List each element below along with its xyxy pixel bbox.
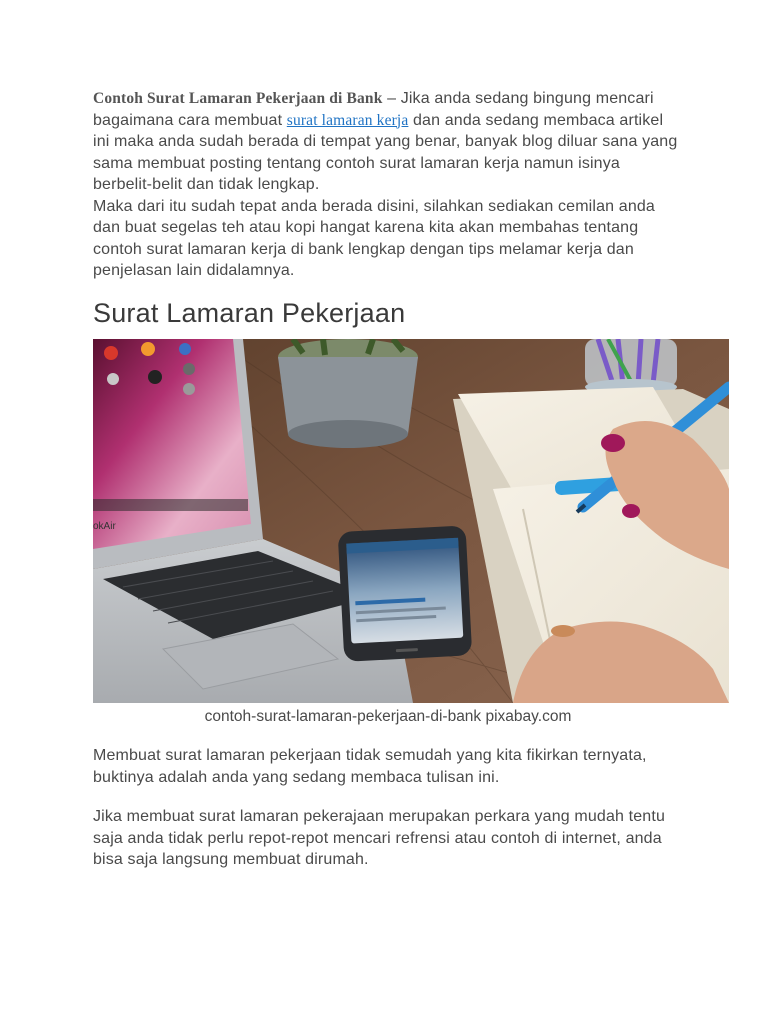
intro-bold-title: Contoh Surat Lamaran Pekerjaan di Bank bbox=[93, 90, 383, 107]
article-photo bbox=[93, 339, 729, 703]
surat-lamaran-kerja-link[interactable]: surat lamaran kerja bbox=[286, 111, 409, 129]
body-paragraph-1: Membuat surat lamaran pekerjaan tidak semudah yang kita fikirkan ternyata, buktinya adalah anda yang sedang membaca tulisan ini. bbox=[93, 747, 647, 786]
intro-text-continued: dan anda sedang membaca artikel ini maka anda sudah berada di tempat yang benar, banyak blog diluar sana yang sama membuat posting tentang contoh surat lamaran kerja namun isinya berbelit-belit dan tidak lengkap. bbox=[93, 111, 678, 193]
intro-second-paragraph: Maka dari itu sudah tepat anda berada disini, silahkan sediakan cemilan anda dan buat segelas teh atau kopi hangat karena kita akan membahas tentang contoh surat lamaran kerja di bank lengkap dengan tips melamar kerja dan penjelasan lain didalamnya. bbox=[93, 197, 655, 279]
intro-paragraph bbox=[93, 88, 683, 196]
smartphone bbox=[338, 525, 473, 662]
plant-pot bbox=[278, 339, 418, 448]
pen-holder-glass bbox=[585, 339, 677, 395]
photo-caption: contoh-surat-lamaran-pekerjaan-di-bank pixabay.com bbox=[204, 708, 572, 725]
desk-workspace-illustration bbox=[93, 339, 729, 703]
section-heading: Surat Lamaran Pekerjaan bbox=[93, 297, 406, 328]
intro-text: – Jika anda sedang bingung mencari bagaimana cara membuat bbox=[93, 90, 654, 129]
article-body bbox=[93, 88, 683, 330]
body-paragraph-2: Jika membuat surat lamaran pekerajaan merupakan perkara yang mudah tentu saja anda tidak perlu repot-repot mencari refrensi atau contoh di internet, anda bisa saja langsung membuat dirumah. bbox=[93, 808, 666, 868]
laptop-brand-label: okAir bbox=[93, 521, 116, 532]
laptop-screen bbox=[93, 339, 251, 549]
phone-screen bbox=[346, 538, 463, 644]
